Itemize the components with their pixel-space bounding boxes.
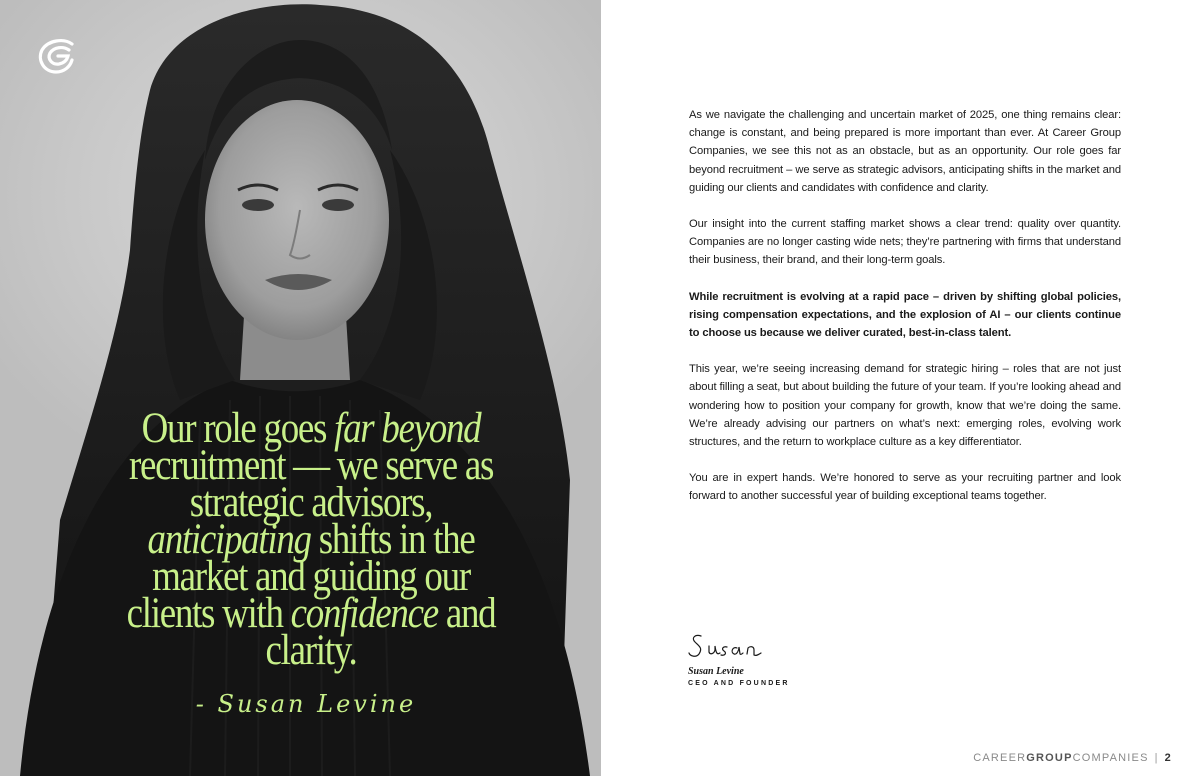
pull-quote-fragment: recruitment — we serve as strategic advisors, (128, 442, 494, 526)
pull-quote-fragment: Our role goes (141, 405, 335, 452)
pull-quote-fragment: shifts in the market and guiding our clients with (126, 516, 475, 637)
letter-paragraph-4: This year, we’re seeing increasing demand for strategic hiring – roles that are not just about filling a seat, but about building the future of your team. If you’re looking ahead and wondering how to position your company for growth, know that we’re doing the same. We’re already advising our partners on what’s next: emerging roles, evolving work structures, and the return to workplace culture as a key differentiator. (689, 363, 1121, 449)
pull-quote-text (126, 405, 496, 674)
pull-quote-fragment: far beyond (334, 405, 481, 452)
letter-paragraph-3: While recruitment is evolving at a rapid pace – driven by shifting global policies, rising compensation expectations, and the explosion of AI – our clients continue to choose us because we deliver curated, best-in-class talent. (689, 290, 1121, 340)
pull-quote-fragment: confidence (290, 590, 438, 637)
letter-paragraph-2: Our insight into the current staffing market shows a clear trend: quality over quantity. Companies are no longer casting wide nets; they’re partnering with firms that understand their business, their brand, and their long-term goals. (689, 218, 1121, 267)
letter-body (689, 106, 1121, 524)
pull-quote (126, 405, 496, 674)
page-footer (973, 752, 1172, 764)
letter-paragraph-5: You are in expert hands. We’re honored to serve as your recruiting partner and look forward to another successful year of building exceptional teams together. (689, 472, 1121, 503)
quote-attribution: - Susan Levine (195, 690, 417, 718)
footer-wordmark-bold: GROUP (1026, 752, 1073, 764)
footer-wordmark-end: COMPANIES (1072, 752, 1149, 764)
letter-paragraph-1: As we navigate the challenging and uncertain market of 2025, one thing remains clear: change is constant, and being prepared is more important than ever. At Career Group Companies, we see this not as an obstacle, but as an opportunity. Our role goes far beyond recruitment – we serve as strategic advisors, anticipating shifts in the market and guiding our clients and candidates with confidence and clarity. (689, 109, 1121, 194)
pull-quote-fragment: and clarity. (265, 590, 496, 674)
brand-logo-icon (36, 36, 80, 76)
pull-quote-fragment: anticipating (147, 516, 311, 563)
footer-separator: | (1154, 752, 1159, 764)
signer-title: CEO AND FOUNDER (688, 680, 790, 687)
footer-wordmark-light: CAREER (973, 752, 1027, 764)
signer-name: Susan Levine (688, 666, 744, 677)
page-number: 2 (1164, 752, 1172, 764)
handwritten-signature (687, 628, 777, 664)
